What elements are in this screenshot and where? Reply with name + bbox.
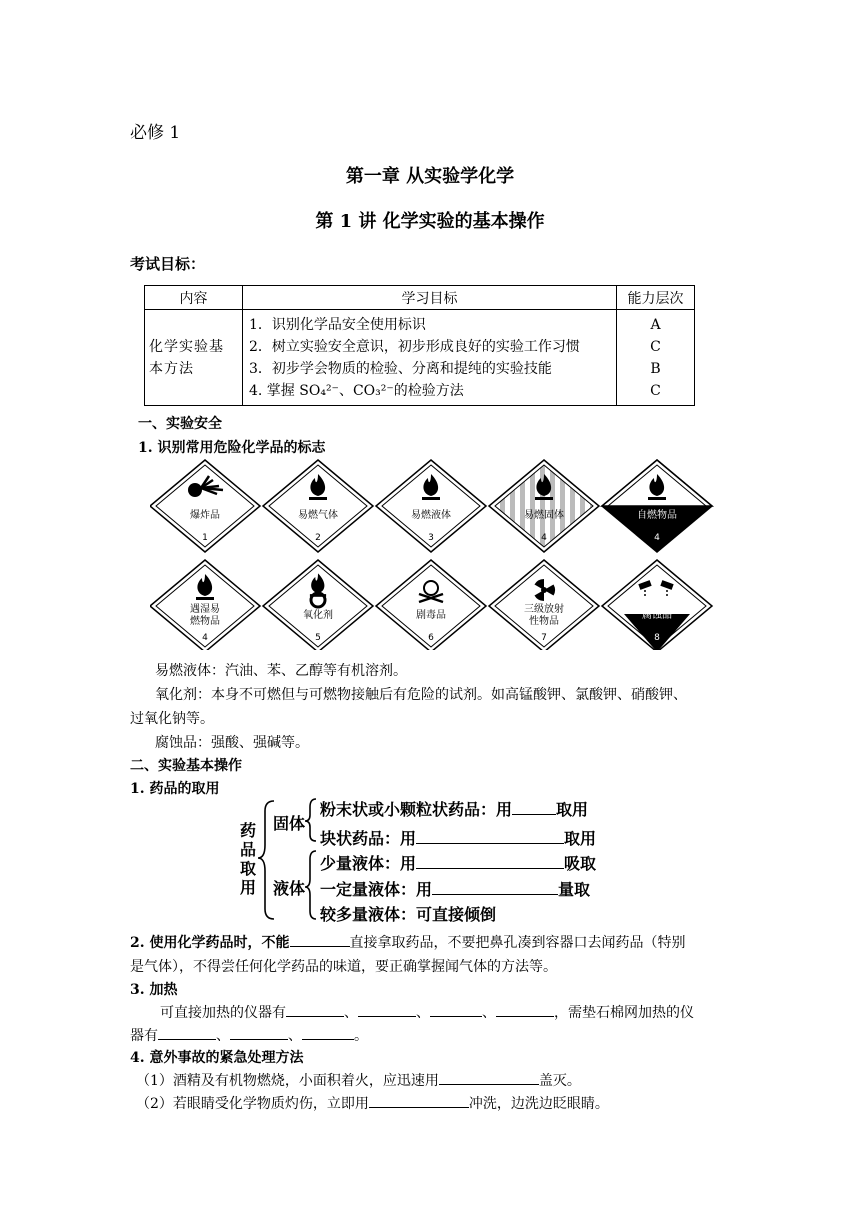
hazard-class-number: 4	[202, 633, 208, 643]
volume-label: 必修 1	[130, 123, 181, 143]
note-flammable-liquid: 易燃液体：汽油、苯、乙醇等有机溶剂。	[155, 663, 407, 679]
hazard-sign	[263, 460, 373, 552]
row-content: 化学实验基本方法	[145, 310, 243, 406]
objectives-heading: 考试目标：	[130, 255, 206, 273]
heating-title: 3. 加热	[130, 982, 178, 998]
hazard-class-number: 3	[428, 533, 434, 543]
goal-item: 2．树立实验安全意识，初步形成良好的实验工作习惯	[249, 338, 580, 355]
emergency-title: 4. 意外事故的紧急处理方法	[130, 1050, 304, 1066]
level-item: B	[650, 360, 661, 377]
root-label: 药品取用	[240, 821, 257, 897]
hazard-signs	[150, 458, 715, 650]
note-oxidizer: 氧化剂：本身不可燃但与可燃物接触后有危险的试剂。如高锰酸钾、氯酸钾、硝酸钾、	[155, 687, 687, 703]
hazard-sign	[602, 460, 712, 552]
hazard-sign	[263, 560, 373, 650]
liquid-large-line: 较多量液体：可直接倾倒	[320, 905, 497, 924]
hazard-label: 剧毒品	[416, 610, 446, 621]
solid-powder-line: 粉末状或小颗粒状药品：用 取用	[320, 800, 589, 819]
hazard-class-number: 4	[541, 533, 547, 543]
liquid-label: 液体	[273, 879, 306, 898]
note-oxidizer-cont: 过氧化钠等。	[130, 711, 214, 727]
section1-sub1: 1. 识别常用危险化学品的标志	[138, 440, 326, 456]
hazard-class-number: 2	[315, 533, 321, 543]
hazard-label: 易燃气体	[298, 510, 338, 521]
goal-item: 4. 掌握 SO₄²⁻、CO₃²⁻的检验方法	[249, 382, 464, 399]
heating-line2: 器有 、 、 。	[130, 1025, 368, 1045]
col-header-level: 能力层次	[617, 286, 695, 310]
goal-item: 3．初步学会物质的检验、分离和提纯的实验技能	[249, 360, 552, 377]
level-item: A	[650, 316, 661, 333]
hazard-sign	[376, 460, 486, 552]
solid-label: 固体	[273, 814, 306, 833]
lesson-title: 第 1 讲 化学实验的基本操作	[315, 211, 545, 232]
hazard-label: 自燃物品	[637, 510, 677, 521]
hazard-class-number: 1	[202, 533, 208, 543]
hazard-label: 遇湿易	[190, 604, 220, 615]
level-item: C	[650, 382, 661, 399]
hazard-class-number: 4	[654, 533, 660, 543]
note-corrosive: 腐蚀品：强酸、强碱等。	[155, 735, 309, 751]
hazard-sign	[150, 560, 260, 650]
goal-list	[243, 310, 617, 406]
level-list	[617, 310, 695, 406]
chapter-title: 第一章 从实验学化学	[345, 166, 515, 187]
hazard-label: 爆炸品	[190, 510, 220, 521]
objectives-table	[144, 285, 695, 406]
hazard-label: 燃物品	[190, 616, 220, 627]
section2-sub1: 1. 药品的取用	[130, 781, 220, 797]
goal-item: 1．识别化学品安全使用标识	[249, 316, 426, 333]
emergency-2: （2）若眼睛受化学物质灼伤，立即用 冲洗，边洗边眨眼睛。	[136, 1093, 609, 1113]
section1-title: 一、实验安全	[138, 416, 222, 432]
hazard-class-number: 6	[428, 633, 434, 643]
hazard-label: 易燃液体	[411, 510, 451, 521]
hazard-label: 性物品	[529, 616, 559, 627]
emergency-1: （1）酒精及有机物燃烧，小面积着火，应迅速用 盖灭。	[136, 1070, 581, 1090]
col-header-goal: 学习目标	[243, 286, 617, 310]
level-item: C	[650, 338, 661, 355]
hazard-label: 三级放射	[524, 604, 564, 615]
hazard-class-number: 7	[541, 633, 547, 643]
hazard-sign	[602, 560, 712, 650]
hazard-label: 氧化剂	[303, 610, 333, 621]
hazard-sign	[489, 460, 599, 552]
heating-line1: 可直接加热的仪器有 、 、 、 ，需垫石棉网加热的仪	[160, 1002, 694, 1022]
liquid-measured-line: 一定量液体：用 量取	[320, 880, 591, 899]
hazard-label: 腐蚀品	[642, 610, 672, 621]
solid-block-line: 块状药品：用 取用	[320, 829, 597, 848]
section2-title: 二、实验基本操作	[130, 758, 242, 774]
hazard-class-number: 5	[315, 633, 321, 643]
drug-taking-diagram	[238, 795, 638, 925]
hazard-sign	[150, 460, 260, 552]
liquid-small-line: 少量液体：用 吸取	[320, 854, 597, 873]
hazard-label: 易燃固体	[524, 510, 564, 521]
rule-2-line2: 是气体），不得尝任何化学药品的味道，要正确掌握闻气体的方法等。	[130, 959, 557, 975]
rule-2-line1: 2. 使用化学药品时，不能 直接拿取药品，不要把鼻孔凑到容器口去闻药品（特别	[130, 932, 686, 952]
hazard-sign	[376, 560, 486, 650]
hazard-class-number: 8	[654, 633, 660, 643]
hazard-sign	[489, 560, 599, 650]
col-header-content: 内容	[145, 286, 243, 310]
